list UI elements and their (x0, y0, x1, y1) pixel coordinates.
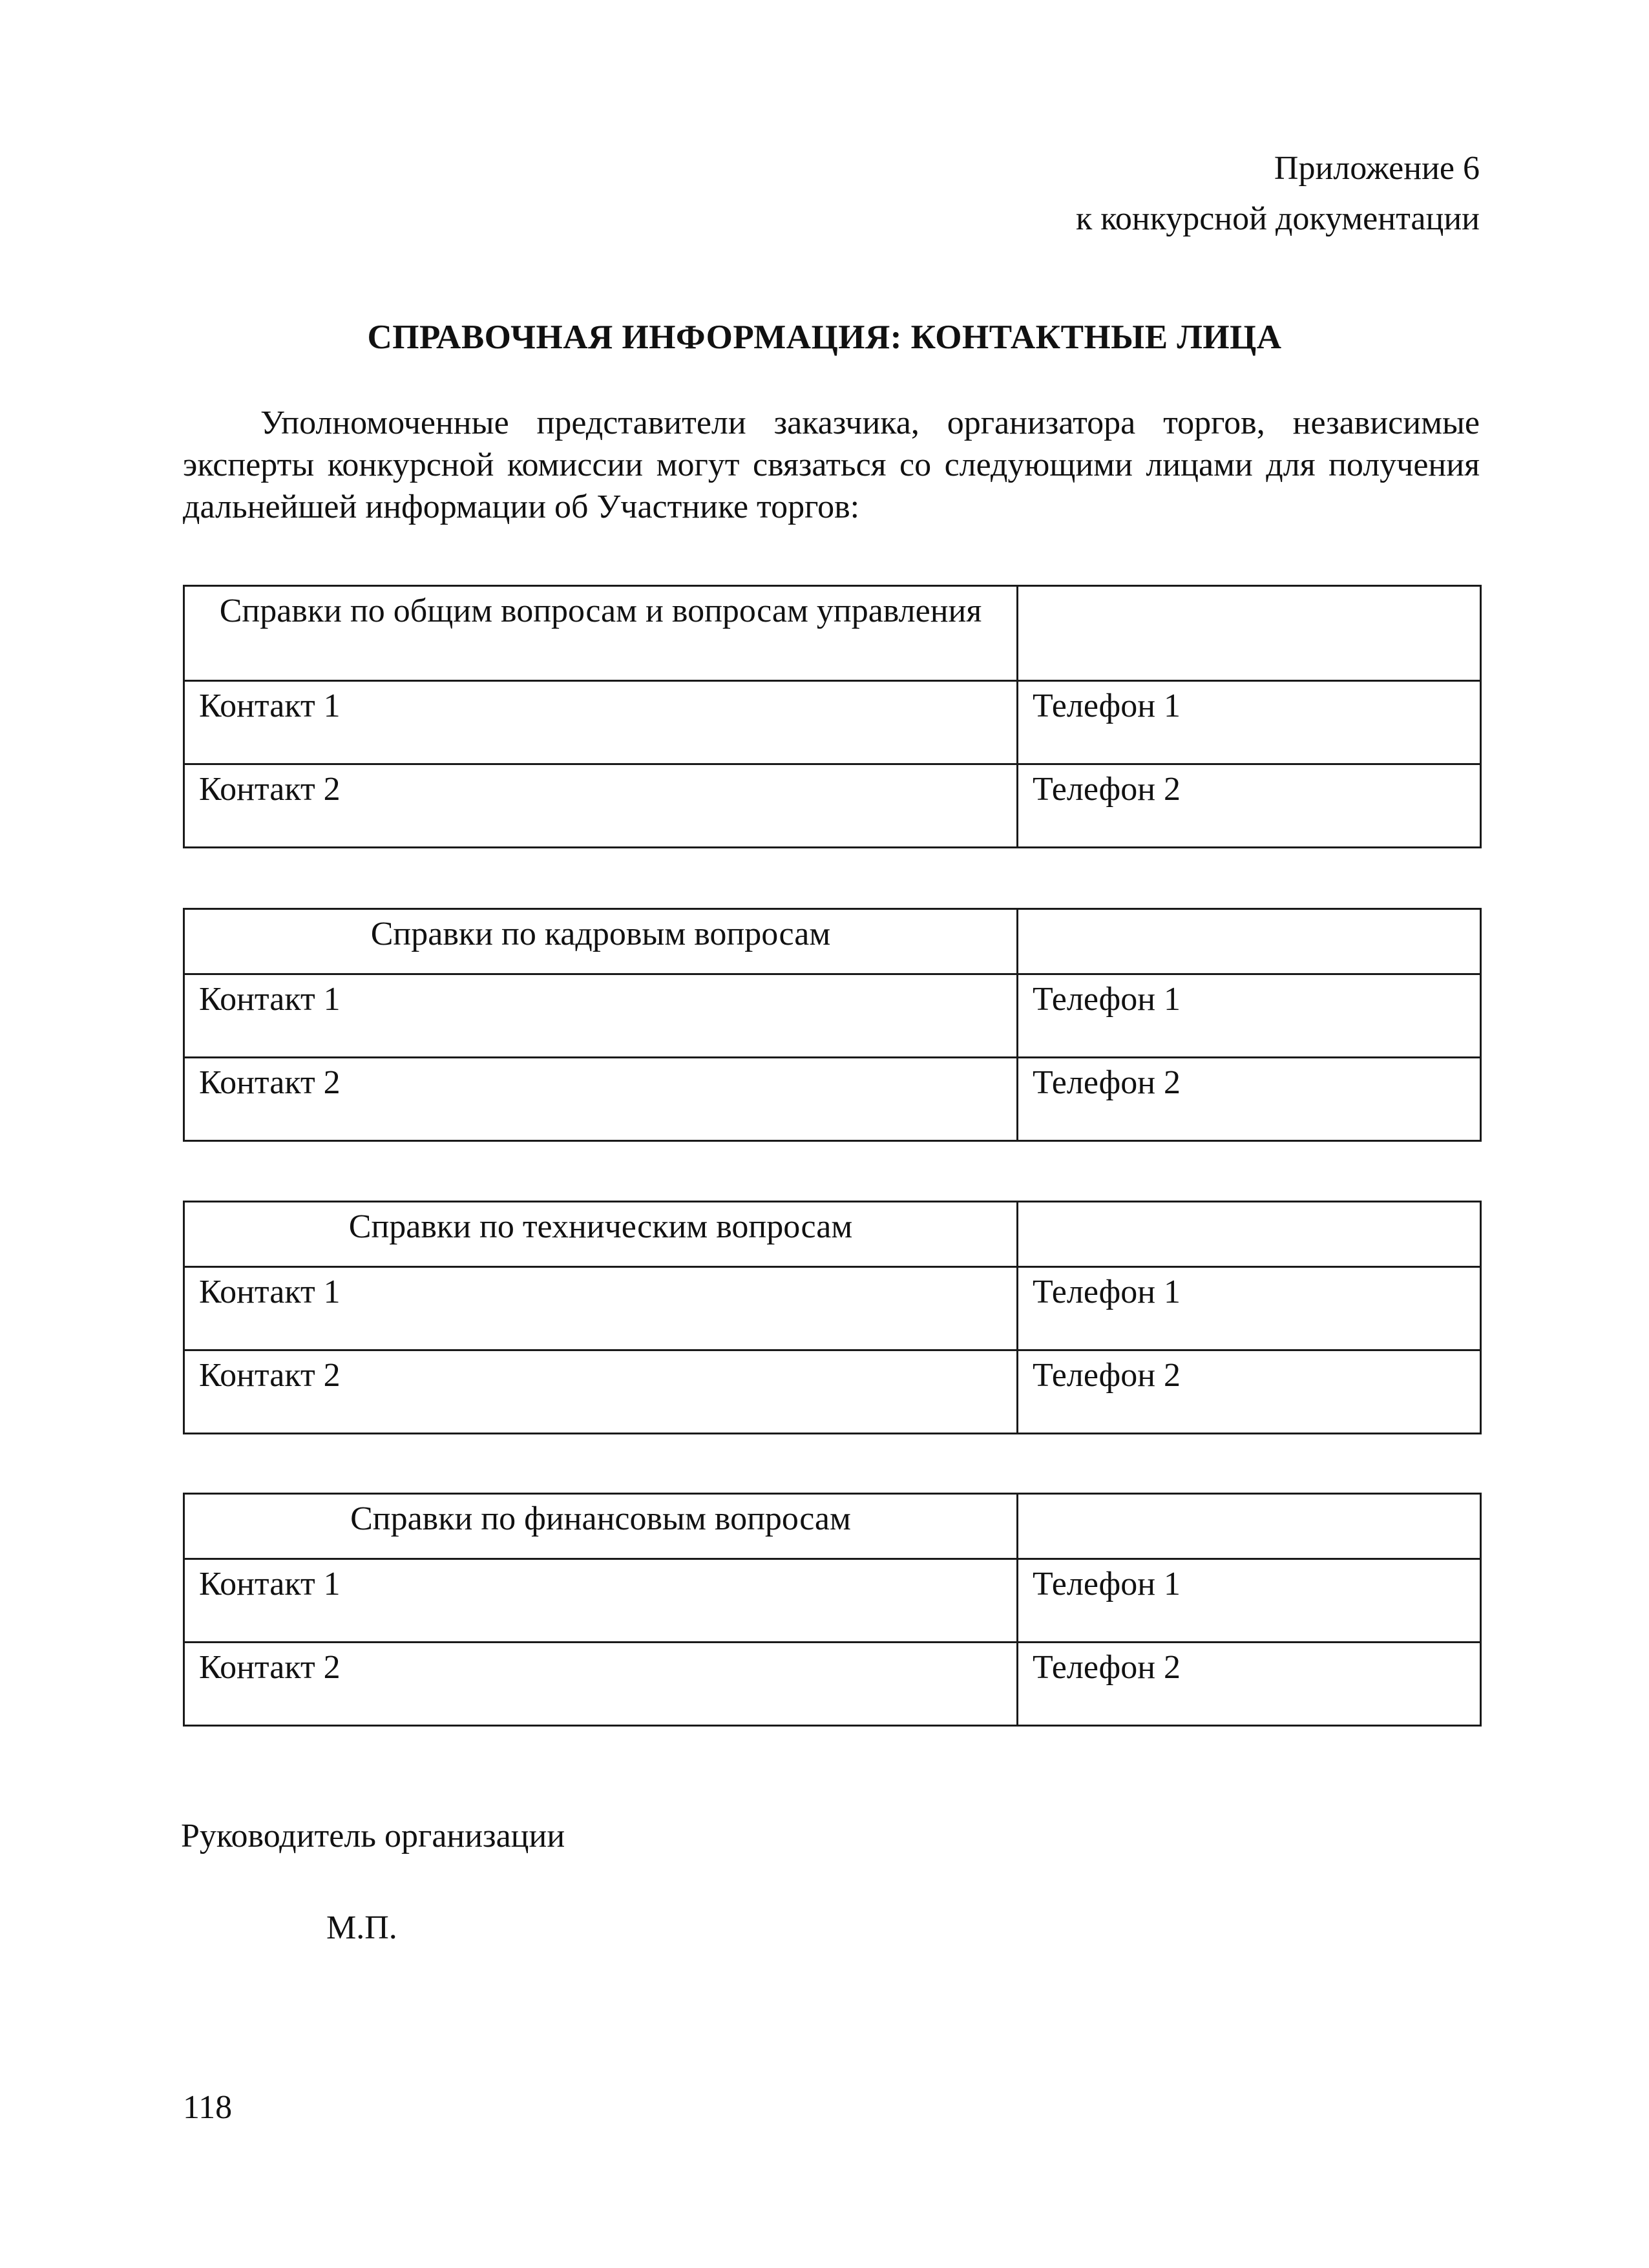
table-heading: Справки по кадровым вопросам (184, 909, 1018, 974)
phone-cell: Телефон 1 (1018, 974, 1481, 1058)
appendix-subtitle: к конкурсной документации (1075, 200, 1480, 237)
signature-line-label: Руководитель организации (181, 1818, 565, 1854)
phone-cell: Телефон 1 (1018, 681, 1481, 764)
contact-cell: Контакт 2 (184, 1058, 1018, 1141)
appendix-reference (1076, 143, 1480, 244)
table-row (184, 764, 1481, 848)
contacts-table-technical (183, 1201, 1482, 1434)
appendix-number: Приложение 6 (1274, 150, 1480, 187)
table-heading-empty-cell (1018, 909, 1481, 974)
table-row (184, 1267, 1481, 1350)
phone-cell: Телефон 2 (1018, 1058, 1481, 1141)
table-heading-empty-cell (1018, 586, 1481, 681)
contacts-table-general (183, 585, 1482, 848)
stamp-placeholder: М.П. (326, 1909, 397, 1946)
contact-cell: Контакт 1 (184, 1267, 1018, 1350)
phone-cell: Телефон 2 (1018, 1350, 1481, 1434)
table-heading: Справки по финансовым вопросам (184, 1494, 1018, 1559)
contact-cell: Контакт 1 (184, 974, 1018, 1058)
table-row (184, 1350, 1481, 1434)
phone-cell: Телефон 2 (1018, 764, 1481, 848)
phone-cell: Телефон 1 (1018, 1559, 1481, 1643)
table-row (184, 1559, 1481, 1643)
document-title: СПРАВОЧНАЯ ИНФОРМАЦИЯ: КОНТАКТНЫЕ ЛИЦА (367, 319, 1282, 356)
table-heading-row (184, 909, 1481, 974)
table-heading-row (184, 1202, 1481, 1267)
table-heading-row (184, 586, 1481, 681)
table-heading-row (184, 1494, 1481, 1559)
intro-paragraph: Уполномоченные представители заказчика, организатора торгов, независимые эксперты конкурсной комиссии могут связаться со следующими лицами для получения дальнейшей информации об Участнике торгов: (183, 404, 1480, 525)
contact-cell: Контакт 1 (184, 1559, 1018, 1643)
contacts-table-hr (183, 908, 1482, 1142)
contact-cell: Контакт 2 (184, 764, 1018, 848)
table-row (184, 1643, 1481, 1726)
table-heading: Справки по техническим вопросам (184, 1202, 1018, 1267)
table-heading-empty-cell (1018, 1202, 1481, 1267)
table-row (184, 681, 1481, 764)
contact-cell: Контакт 2 (184, 1350, 1018, 1434)
contacts-table-financial (183, 1493, 1482, 1727)
table-heading: Справки по общим вопросам и вопросам управления (184, 586, 1018, 681)
page-number: 118 (183, 2089, 233, 2126)
phone-cell: Телефон 2 (1018, 1643, 1481, 1726)
phone-cell: Телефон 1 (1018, 1267, 1481, 1350)
contact-cell: Контакт 2 (184, 1643, 1018, 1726)
contact-cell: Контакт 1 (184, 681, 1018, 764)
table-row (184, 974, 1481, 1058)
table-row (184, 1058, 1481, 1141)
table-heading-empty-cell (1018, 1494, 1481, 1559)
